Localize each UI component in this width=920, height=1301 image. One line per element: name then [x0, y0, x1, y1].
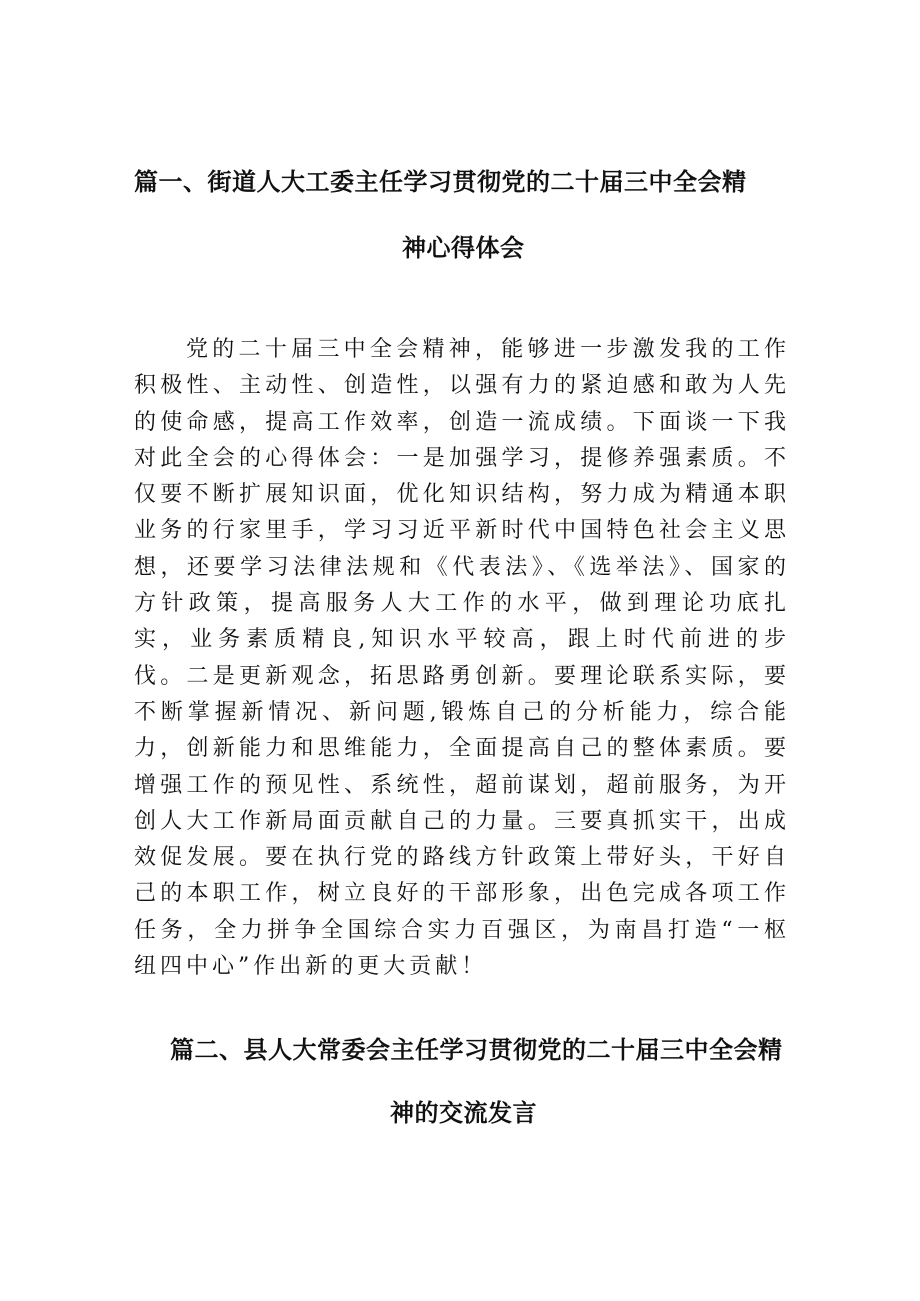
- section-1-title-line-1: 篇一、街道人大工委主任学习贯彻党的二十届三中全会精: [134, 168, 747, 196]
- section-1-title-line-2: 神心得体会: [402, 234, 525, 262]
- section-2-title-line-1: 篇二、县人大常委会主任学习贯彻党的二十届三中全会精: [170, 1036, 783, 1064]
- section-1-body: 党的二十届三中全会精神，能够进一步激发我的工作积极性、主动性、创造性，以强有力的紧迫感和敢为人先的使命感，提高工作效率，创造一流成绩。下面谈一下我对此全会的心得体会：一是加强学习，提修养强素质。不仅要不断扩展知识面，优化知识结构，努力成为精通本职业务的行家里手，学习习近平新时代中国特色社会主义思想，还要学习法律法规和《代表法》、《选举法》、国家的方针政策，提高服务人大工作的水平，做到理论功底扎实，业务素质精良,知识水平较高，跟上时代前进的步伐。二是更新观念，拓思路勇创新。要理论联系实际，要不断掌握新情况、新问题,锻炼自己的分析能力，综合能力，创新能力和思维能力，全面提高自己的整体素质。要增强工作的预见性、系统性，超前谋划，超前服务，为开创人大工作新局面贡献自己的力量。三要真抓实干，出成效促发展。要在执行党的路线方针政策上带好头，干好自己的本职工作，树立良好的干部形象，出色完成各项工作任务，全力拼争全国综合实力百强区，为南昌打造“一枢纽四中心”作出新的更大贡献！: [134, 337, 790, 980]
- section-2-title-line-2: 神的交流发言: [390, 1099, 537, 1127]
